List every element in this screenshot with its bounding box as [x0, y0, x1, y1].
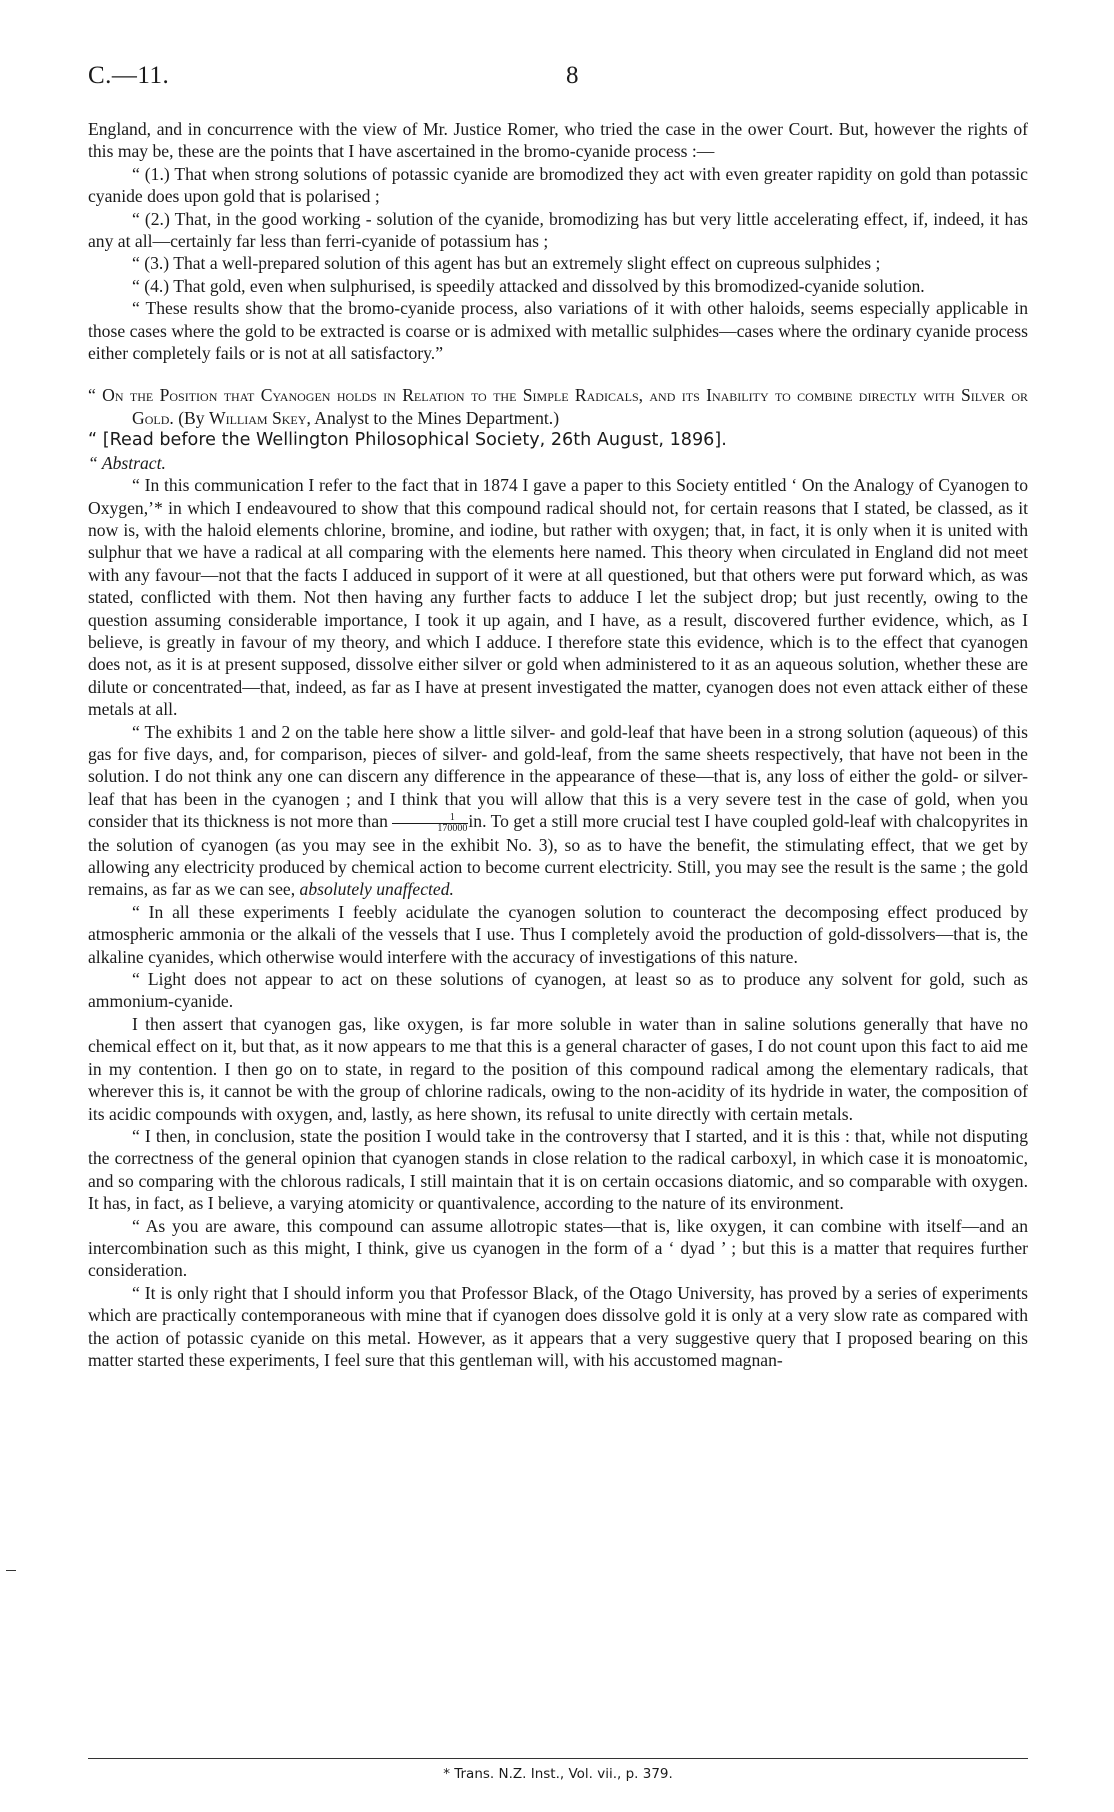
abstract-paragraph-8: “ It is only right that I should inform you that Professor Black, of the Otago University, has proved by a series of experiments which are practically contemporaneous with mine that if cyanogen does dissolve gold it is only at a very slow rate as compared with the action of potassic cyanide on this metal. However, as it appears that a very suggestive query that I proposed bearing on this matter started these experiments, I feel sure that this gentleman will, with his accustomed magnan-	[88, 1282, 1028, 1370]
by-prefix: (By	[178, 407, 209, 428]
finding-3: “ (3.) That a well-prepared solution of this agent has but an extremely slight effect on cupreous sulphides ;	[132, 253, 881, 274]
page-header	[88, 62, 1028, 96]
read-note: “ [Read before the Wellington Philosophical Society, 26th August, 1896].	[88, 430, 727, 451]
abstract-title: “ Abstract.	[88, 452, 166, 473]
paper-title: “ On the Position that Cyanogen holds in Relation to the Simple Radicals, and its Inability to combine directly with Silver or Gold.	[88, 385, 1028, 428]
abstract-paragraph-2-part-b: in. To get a still more crucial test I have coupled gold-leaf with chalcopyrites in the solution of cyanogen (as you may see in the exhibit No. 3), so as to have the benefit, the stimulating effect, that we get by allowing any electricity produced by chemical action to become current electricity. Still, you may see the result is the same ; the gold remains, as far as we can see,	[88, 811, 1029, 900]
abstract-paragraph-2-part-a: “ The exhibits 1 and 2 on the table here show a little silver- and gold-leaf that have been in a strong solution (aqueous) of this gas for five days, and, for comparison, pieces of silver- and gold-leaf, from the same sheets respectively, that have not been in the solution. I do not think any one can discern any difference in the appearance of these—that is, any loss of either the gold- or silver-leaf that has been in the cyanogen ; and I think that you will allow that this is a very severe test in the case of gold, when you consider that its thickness is not more than	[88, 721, 1028, 832]
paper-heading	[88, 384, 1028, 429]
findings-conclusion: “ These results show that the bromo-cyanide process, also variations of it with other haloids, seems especially applicable in those cases where the gold to be extracted is coarse or is admixed with metallic sulphides—cases where the ordinary cyanide process either completely fails or is not at all satisfactory.”	[88, 298, 1028, 364]
document-reference: C.—11.	[88, 62, 170, 89]
finding-2: “ (2.) That, in the good working - solution of the cyanide, bromodizing has but very little accelerating effect, if, indeed, it has any at all—certainly far less than ferri-cyanide of potassium has ;	[88, 208, 1028, 252]
fraction-numerator: 1	[392, 813, 468, 824]
emphasis-unaffected: absolutely unaffected.	[299, 879, 454, 900]
abstract-paragraph-5: I then assert that cyanogen gas, like oxygen, is far more soluble in water than in saline solutions generally that have no chemical effect on it, but that, as it now appears to me that this is a general character of gases, I do not count upon this fact to aid me in my contention. I then go on to state, in regard to the position of this compound radical among the elementary radicals, that wherever this is, it cannot be with the group of chlorine radicals, owing to the non-acidity of its hydride in water, the composition of its acidic compounds with oxygen, and, lastly, as here shown, its refusal to unite directly with certain metals.	[88, 1013, 1028, 1124]
margin-mark	[6, 1570, 16, 1571]
author-role: , Analyst to the Mines Department.)	[306, 407, 560, 428]
footnote-divider	[88, 1758, 1028, 1759]
footnote: * Trans. N.Z. Inst., Vol. vii., p. 379.	[443, 1766, 673, 1782]
page-number: 8	[566, 62, 579, 89]
thickness-fraction	[392, 813, 468, 834]
abstract-paragraph-3: “ In all these experiments I feebly acidulate the cyanogen solution to counteract the decomposing effect produced by atmospheric ammonia or the alkali of the vessels that I use. Thus I completely avoid the production of gold-dissolvers—that is, the alkaline cyanides, which otherwise would interfere with the accuracy of investigations of this nature.	[88, 901, 1028, 967]
abstract-paragraph-4: “ Light does not appear to act on these solutions of cyanogen, at least so as to produce any solvent for gold, such as ammonium-cyanide.	[88, 969, 1028, 1012]
fraction-denominator: 170000	[437, 822, 468, 834]
abstract-paragraph-1: “ In this communication I refer to the fact that in 1874 I gave a paper to this Society entitled ‘ On the Analogy of Cyanogen to Oxygen,’* in which I endeavoured to show that this compound radical should not, for certain reasons that I stated, be classed, as it now is, with the haloid elements chlorine, bromine, and iodine, but rather with oxygen; that, in fact, it is only when it is united with sulphur that we have a radical at all comparing with the elements here named. This theory when circulated in England did not meet with any favour—not that the facts I adduced in support of it were at all questioned, but that others were put forward which, as was stated, conflicted with them. Not then having any further facts to adduce I let the subject drop; but just recently, owing to the question assuming considerable importance, I took it up again, and I have, as a result, discovered further evidence, which, as I believe, is greatly in favour of my theory, and which I adduce. I therefore state this evidence, which is to the effect that cyanogen does not, as it is at present supposed, dissolve either silver or gold when administered to it as an aqueous solution, whether these are dilute or concentrated—that, indeed, as far as I have at present investigated the matter, cyanogen does not even attack either of these metals at all.	[88, 475, 1028, 720]
page-body	[88, 118, 1028, 1371]
finding-4: “ (4.) That gold, even when sulphurised, is speedily attacked and dissolved by this bromodized-cyanide solution.	[132, 275, 925, 296]
abstract-paragraph-7: “ As you are aware, this compound can assume allotropic states—that is, like oxygen, it can combine with itself—and an intercombination such as this might, I think, give us cyanogen in the form of a ‘ dyad ’ ; but this is a matter that requires further consideration.	[88, 1215, 1028, 1281]
intro-paragraph: England, and in concurrence with the view of Mr. Justice Romer, who tried the case in the ower Court. But, however the rights of this may be, these are the points that I have ascertained in the bromo-cyanide process :—	[88, 119, 1028, 162]
abstract-paragraph-6: “ I then, in conclusion, state the position I would take in the controversy that I started, and it is this : that, while not disputing the correctness of the general opinion that cyanogen stands in close relation to the radical carboxyl, in which case it is monoatomic, and so comparing with the chlorous radicals, I still maintain that it is on certain occasions diatomic, and so comparable with oxygen. It has, in fact, as I believe, a varying atomicity or quantivalence, according to the nature of its environment.	[88, 1125, 1028, 1214]
abstract-paragraph-2	[88, 721, 1028, 901]
finding-1: “ (1.) That when strong solutions of potassic cyanide are bromodized they act with even greater rapidity on gold than potassic cyanide does upon gold that is polarised ;	[88, 163, 1028, 207]
author-name: William Skey	[208, 407, 307, 428]
